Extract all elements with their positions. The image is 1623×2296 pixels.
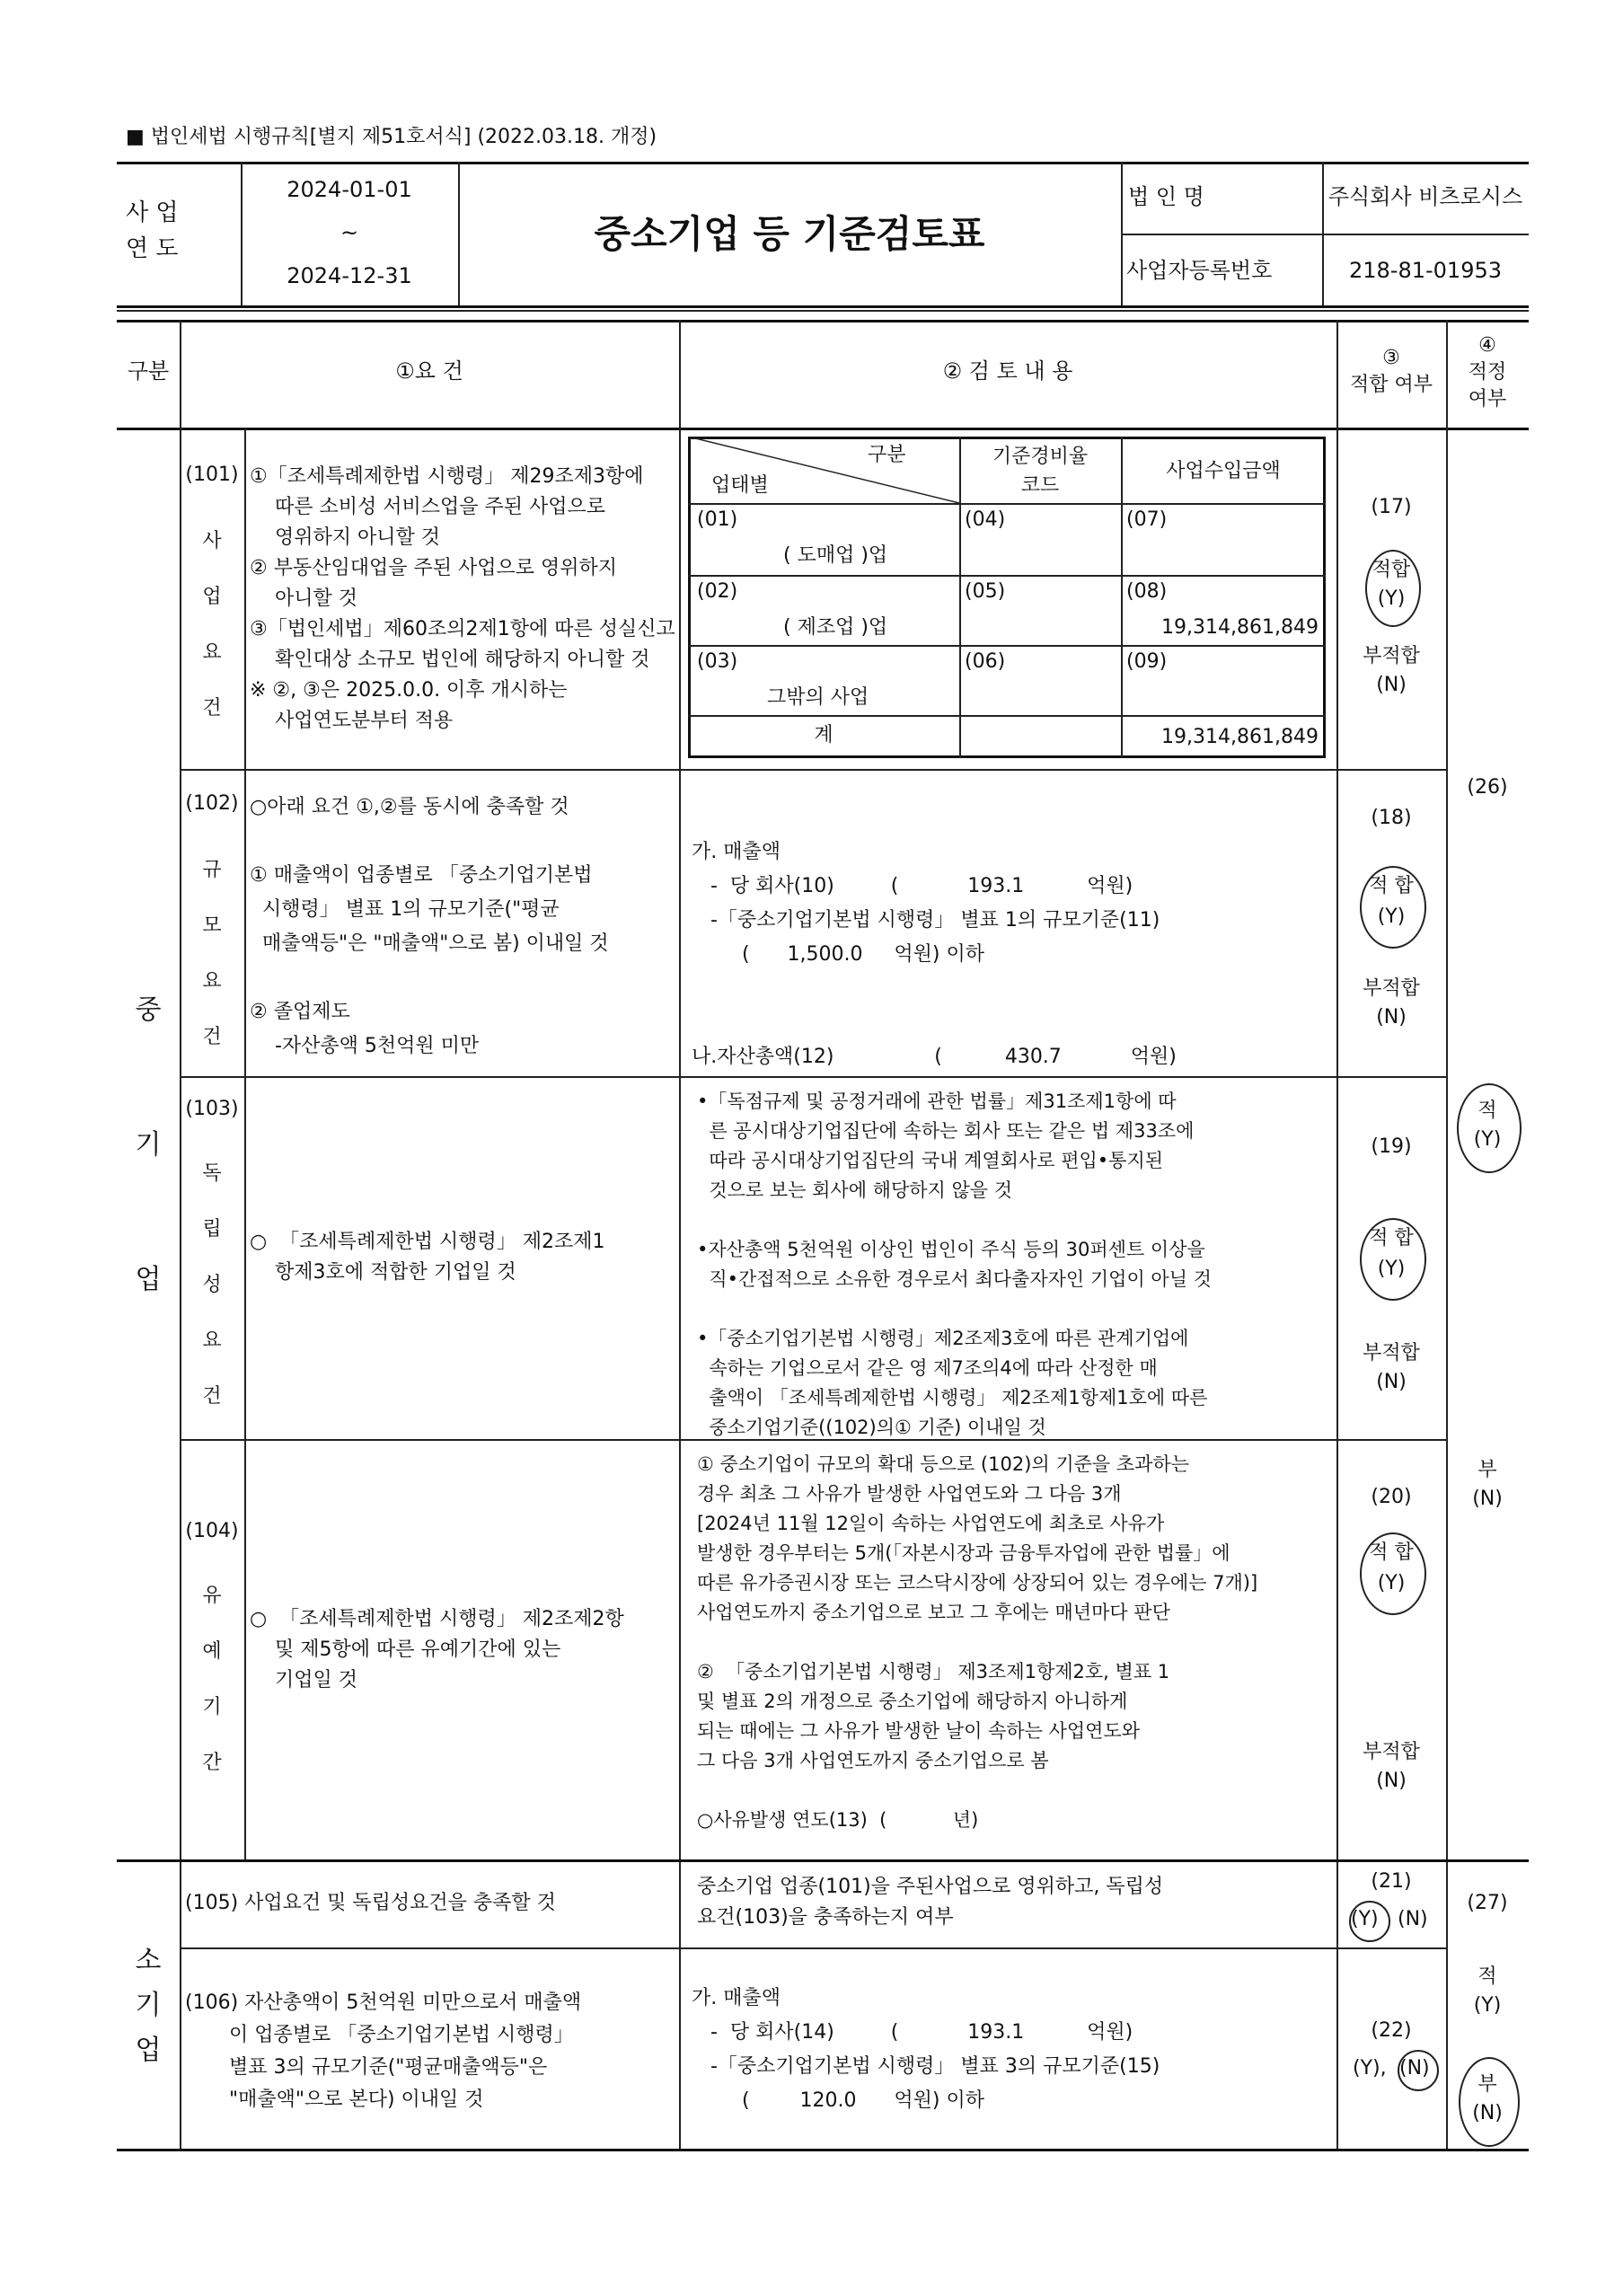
row103-num: (103) <box>185 1098 239 1120</box>
corp-name-label: 법 인 명 <box>1128 184 1204 209</box>
table-code: (07) <box>1126 508 1168 531</box>
table-line <box>688 715 1326 717</box>
small-proper-yes: 적 <box>1477 1965 1497 1988</box>
row104-fit-no: 부적합 <box>1363 1741 1420 1763</box>
row102-label <box>180 843 244 1065</box>
row102-fit-yes: (Y) <box>1377 905 1406 928</box>
row105-fit-y: (Y) <box>1351 1908 1379 1930</box>
table-head-code: 코드 <box>1020 474 1060 497</box>
row103-requirement: ○ 「조세특례제한법 시행령」 제2조제1 항제3호에 적합한 기업일 것 <box>250 1231 605 1284</box>
label-char: 독 <box>202 1162 222 1185</box>
table-head-gubun: 구분 <box>868 444 906 466</box>
table-head-revenue: 사업수입금액 <box>1166 460 1281 482</box>
label-char: 요 <box>202 970 222 993</box>
top-border <box>117 162 1529 164</box>
table-code: (03) <box>697 650 738 673</box>
label-char: 규 <box>202 859 222 881</box>
row105-fit-n: (N) <box>1398 1908 1428 1930</box>
grid-line <box>244 428 246 1859</box>
label-char: 유 <box>202 1585 222 1607</box>
row104-label <box>180 1568 244 1791</box>
column-header-top <box>117 320 1529 322</box>
table-total-amount: 19,314,861,849 <box>1161 726 1319 748</box>
sme-proper-no: 부 <box>1477 1459 1497 1481</box>
col-category: 구분 <box>127 358 170 384</box>
label-char: 건 <box>202 697 222 720</box>
label-char: 기 <box>202 1696 222 1718</box>
table-code: (02) <box>697 580 738 603</box>
period-tilde: ~ <box>340 220 359 245</box>
top-block-bottom-border <box>117 305 1529 308</box>
row105-fit-code: (21) <box>1371 1870 1412 1893</box>
row102-fit-no: 부적합 <box>1363 977 1420 1000</box>
table-industry: 그밖의 사업 <box>767 686 869 709</box>
section-small-label <box>117 1938 180 2073</box>
table-head-upjong: 업태별 <box>711 474 769 497</box>
label-char: 간 <box>202 1752 222 1774</box>
table-code: (04) <box>965 508 1006 531</box>
label-char: 사 <box>202 530 222 552</box>
label-char: 업 <box>202 586 222 608</box>
row103-fit-yes: (Y) <box>1377 1258 1406 1280</box>
table-code: (09) <box>1126 650 1168 673</box>
table-line <box>688 575 1326 577</box>
row102-num: (102) <box>185 792 239 815</box>
col-proper-num: ④ <box>1478 334 1496 357</box>
business-year-label: 사 업 <box>126 199 179 226</box>
row-line <box>180 1947 1446 1949</box>
table-amount: 19,314,861,849 <box>1161 616 1319 639</box>
row104-requirement: ○ 「조세특례제한법 시행령」 제2조제2항 및 제5항에 따른 유예기간에 있는 기업일 것 <box>250 1608 624 1691</box>
section-char: 소 <box>135 1945 162 1976</box>
sme-proper-no: (N) <box>1472 1488 1503 1510</box>
row-line <box>180 1076 1446 1078</box>
row106-fit-y: (Y), <box>1353 2057 1387 2080</box>
row104-fit-yes: 적 합 <box>1369 1541 1414 1564</box>
col-requirement: ①요 건 <box>395 358 463 384</box>
section-char: 업 <box>135 1264 162 1295</box>
table-code: (08) <box>1126 580 1168 603</box>
row101-fit-no: 부적합 <box>1363 645 1420 667</box>
label-char: 요 <box>202 1329 222 1352</box>
section-char: 기 <box>135 1990 162 2021</box>
row101-fit-yes: (Y) <box>1377 587 1406 610</box>
small-proper-code: (27) <box>1467 1892 1508 1914</box>
section-char: 기 <box>135 1129 162 1161</box>
label-char: 건 <box>202 1026 222 1048</box>
corp-name: 주식회사 비츠로시스 <box>1328 184 1523 209</box>
label-char: 예 <box>202 1640 222 1663</box>
column-header-bottom <box>117 428 1529 430</box>
col-fit: 적합 여부 <box>1349 374 1433 396</box>
form-title: 중소기업 등 기준검토표 <box>594 212 985 256</box>
row106-fit-n: (N) <box>1399 2057 1430 2080</box>
reg-no-label: 사업자등록번호 <box>1126 258 1273 283</box>
section-line <box>117 1859 1529 1862</box>
row103-fit-no: 부적합 <box>1363 1342 1420 1364</box>
row102-fit-yes: 적 합 <box>1369 875 1414 897</box>
row103-fit-no: (N) <box>1376 1371 1407 1393</box>
table-industry: ( 제조업 )업 <box>783 616 888 639</box>
table-industry: ( 도매업 )업 <box>783 544 888 567</box>
row101-fit-no: (N) <box>1376 674 1407 696</box>
row105-requirement: (105) 사업요건 및 독립성요건을 충족할 것 <box>185 1892 556 1914</box>
grid-line <box>679 320 681 2149</box>
row106-review: 가. 매출액 - 당 회사(14) ( 193.1 억원) -「중소기업기본법 시행령」 별표 3의 규모기준(15) ( 120.0 억원) 이하 <box>692 1987 1160 2112</box>
row-line <box>180 769 1446 771</box>
business-year-label: 연 도 <box>126 235 179 262</box>
row104-fit-code: (20) <box>1371 1486 1412 1508</box>
row101-requirement: ①「조세특례제한법 시행령」 제29조제3항에 따른 소비성 서비스업을 주된 사업으로 영위하지 아니할 것 ② 부동산임대업을 주된 사업으로 영위하지 아니할 것 ③「법인세법」제60조의2제1항에 따른 성실신고 확인대상 소규모 법인에 해당하지 아니할 것 ※ ②, ③은 2025.0.0. 이후 개시하는 사업연도분부터 적용 <box>250 465 675 732</box>
table-line <box>688 645 1326 647</box>
row103-label <box>180 1146 244 1425</box>
row106-fit-code: (22) <box>1371 2019 1412 2042</box>
small-proper-yes: (Y) <box>1473 1994 1502 2017</box>
row104-fit-no: (N) <box>1376 1770 1407 1792</box>
row102-fit-code: (18) <box>1371 807 1412 829</box>
row101-label <box>180 514 244 737</box>
row103-fit-code: (19) <box>1371 1135 1412 1158</box>
table-total-label: 계 <box>814 724 834 746</box>
row101-num: (101) <box>185 464 239 486</box>
grid-line <box>1446 320 1448 2149</box>
col-fit-num: ③ <box>1382 347 1400 369</box>
form-header-line: ■ 법인세법 시행규칙[별지 제51호서식] (2022.03.18. 개정) <box>126 126 657 148</box>
row104-fit-yes: (Y) <box>1377 1572 1406 1594</box>
section-char: 중 <box>135 994 162 1026</box>
row102-requirement: ○아래 요건 ①,②를 동시에 충족할 것 ① 매출액이 업종별로 「중소기업기본법 시행령」 별표 1의 규모기준("평균 매출액등"은 "매출액"으로 봄) 이내일 것 ② 졸업제도 -자산총액 5천억원 미만 <box>250 796 609 1057</box>
row104-num: (104) <box>185 1520 239 1542</box>
top-block-double-border <box>117 310 1529 312</box>
row106-requirement: (106) 자산총액이 5천억원 미만으로서 매출액 이 업종별로 「중소기업기본법 시행령」 별표 3의 규모기준("평균매출액등"은 "매출액"으로 본다) 이내일 것 <box>185 1991 582 2111</box>
table-line <box>688 503 1326 505</box>
section-sme-label <box>117 943 180 1347</box>
row101-fit-code: (17) <box>1371 496 1412 518</box>
small-proper-no: 부 <box>1477 2073 1497 2096</box>
row103-review: •「독점규제 및 공정거래에 관한 법률」제31조제1항에 따 른 공시대상기업집단에 속하는 회사 또는 같은 법 제33조에 따라 공시대상기업집단의 국내 계열회사로 편입•통지된 것으로 보는 회사에 해당하지 않을 것 •자산총액 5천억원 이상인 법인이 주식 등의 30퍼센트 이상을 직•간접적으로 소유한 경우로서 최다출자자인 기업이 아닐 것 •「중소기업기본법 시행령」제2조제3호에 따른 관계기업에 속하는 기업으로서 같은 영 제7조의4에 따라 산정한 매 출액이 「조세특례제한법 시행령」 제2조제1항제1호에 따른 중소기업기준((102)의① 기준) 이내일 것 <box>697 1091 1212 1438</box>
divider <box>1121 234 1529 235</box>
label-char: 건 <box>202 1385 222 1408</box>
row101-fit-yes: 적합 <box>1372 559 1411 581</box>
col-review: ② 검 토 내 용 <box>942 358 1073 384</box>
row104-review: ① 중소기업이 규모의 확대 등으로 (102)의 기준을 초과하는 경우 최초 그 사유가 발생한 사업연도와 그 다음 3개 [2024년 11월 12일이 속하는 사업연도에 최초로 사유가 발생한 경우부터는 5개(「자본시장과 금융투자업에 관한 법률」에 따른 유가증권시장 또는 코스닥시장에 상장되어 있는 경우에는 7개)] 사업연도까지 중소기업으로 보고 그 후에는 매년마다 판단 ② 「중소기업기본법 시행령」 제3조제1항제2호, 별표 1 및 별표 2의 개정으로 중소기업에 해당하지 아니하게 되는 때에는 그 사유가 발생한 날이 속하는 사업연도와 그 다음 3개 사업연도까지 중소기업으로 봄 ○사유발생 연도(13) ( 년) <box>697 1453 1258 1831</box>
col-proper: 여부 <box>1468 388 1507 411</box>
table-head-rate: 기준경비율 <box>992 446 1089 468</box>
sme-proper-code: (26) <box>1467 776 1508 799</box>
section-char: 업 <box>135 2035 162 2066</box>
label-char: 요 <box>202 641 222 664</box>
table-code: (01) <box>697 508 738 531</box>
label-char: 성 <box>202 1274 222 1296</box>
row102-fit-no: (N) <box>1376 1006 1407 1029</box>
reg-no: 218-81-01953 <box>1348 258 1502 283</box>
col-proper: 적정 <box>1468 361 1507 384</box>
table-code: (05) <box>965 580 1006 603</box>
table-bottom <box>117 2149 1529 2151</box>
label-char: 립 <box>202 1218 222 1241</box>
row102-review: 가. 매출액 - 당 회사(10) ( 193.1 억원) -「중소기업기본법 시행령」 별표 1의 규모기준(11) ( 1,500.0 억원) 이하 나.자산총액(12) ( 430.7 억원) <box>692 841 1177 1068</box>
sme-proper-yes: 적 <box>1477 1099 1497 1122</box>
row105-review: 중소기업 업종(101)을 주된사업으로 영위하고, 독립성 요건(103)을 충족하는지 여부 <box>697 1876 1164 1929</box>
period-start: 2024-01-01 <box>287 177 412 202</box>
table-code: (06) <box>965 650 1006 673</box>
label-char: 모 <box>202 914 222 937</box>
row103-fit-yes: 적 합 <box>1369 1227 1414 1250</box>
sme-proper-yes: (Y) <box>1473 1128 1502 1151</box>
period-end: 2024-12-31 <box>287 263 412 288</box>
small-proper-no: (N) <box>1472 2102 1503 2124</box>
